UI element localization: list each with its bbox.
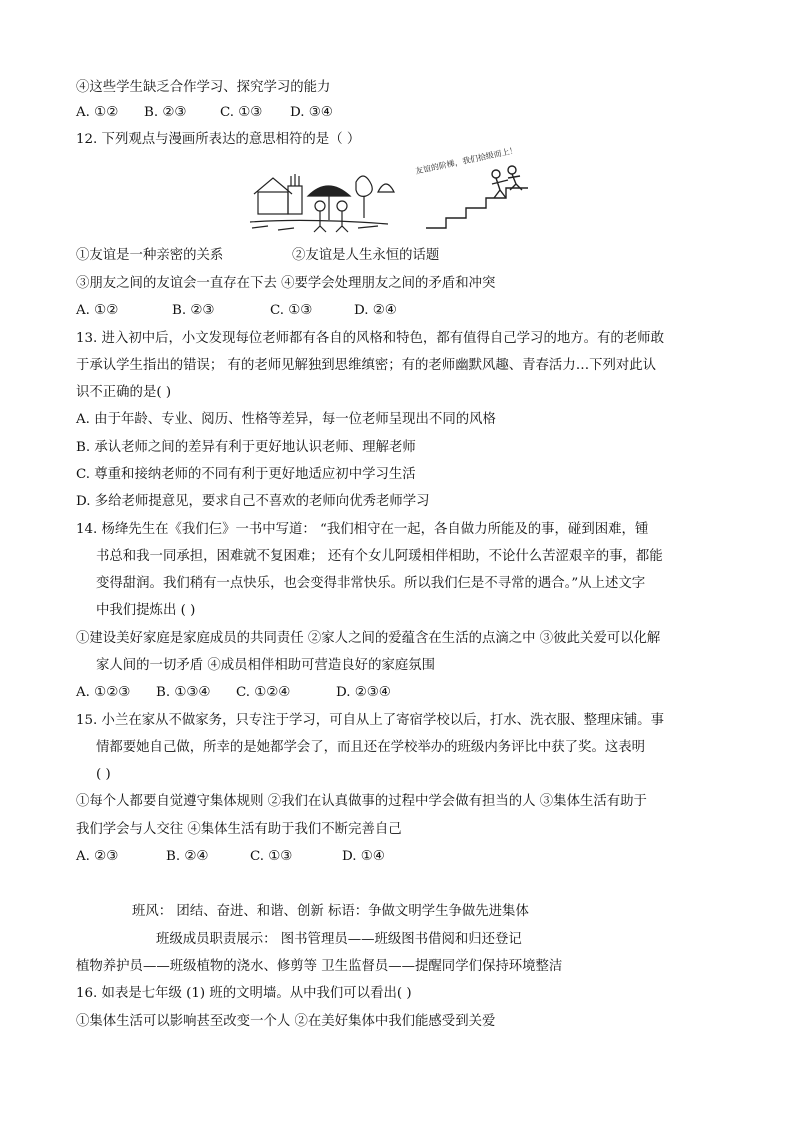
q12-options-row-2: ③朋友之间的友谊会一直存在下去 ④要学会处理朋友之间的矛盾和冲突 <box>76 276 496 291</box>
wall-line-1: 班风： 团结、奋进、和谐、创新 标语：争做文明学生争做先进集体 <box>132 904 529 919</box>
q11-option-4: ④这些学生缺乏合作学习、探究学习的能力 <box>76 80 331 95</box>
q15-stem-line-2: 情都要她自己做，所幸的是她都学会了，而且还在学校举办的班级内务评比中获了奖。这表明 <box>96 740 646 755</box>
q13-choice-b: B. 承认老师之间的差异有利于更好地认识老师、理解老师 <box>76 440 416 455</box>
q15-answer-choices <box>76 848 385 866</box>
q15-choice-a: A. ②③ <box>76 849 119 864</box>
q15-stem-line-1: 15. 小兰在家从不做家务，只专注于学习，可自从上了寄宿学校以后，打水、洗衣服、整理床铺。事 <box>76 713 664 728</box>
q14-stem-line-2: 书总和我一同承担，困难就不复困难； 还有个女儿阿瑗相伴相助，不论什么苦涩艰辛的事，都能 <box>96 549 663 564</box>
q15-stem-line-3: ( ) <box>96 767 111 782</box>
comic-caption: 友谊的阶梯，我们拾级而上！ <box>414 145 519 176</box>
q13-stem-line-2: 于承认学生指出的错误； 有的老师见解独到思维缜密；有的老师幽默风趣、青春活力…下列对此认 <box>76 358 657 373</box>
q14-stem-line-3: 变得甜润。我们稍有一点快乐，也会变得非常快乐。所以我们仨是不寻常的遇合。”从上述文字 <box>96 576 646 591</box>
q14-choice-a: A. ①②③ <box>76 685 131 700</box>
q12-options-row-1 <box>76 247 439 265</box>
q13-stem-line-1: 13. 进入初中后，小文发现每位老师都有各自的风格和特色，都有值得自己学习的地方。有的老师敢 <box>76 331 664 346</box>
q11-choice-d: D. ③④ <box>290 105 333 120</box>
q14-stem-line-1: 14. 杨绛先生在《我们仨》一书中写道： “我们相守在一起，各自做力所能及的事，碰到困难，锺 <box>76 522 649 537</box>
q12-answer-choices <box>76 302 397 320</box>
q12-choice-d: D. ②④ <box>354 303 397 318</box>
q13-choice-a: A. 由于年龄、专业、阅历、性格等差异，每一位老师呈现出不同的风格 <box>76 412 496 427</box>
q11-choice-a: A. ①② <box>76 105 119 120</box>
q12-choice-b: B. ②③ <box>172 303 215 318</box>
q15-choice-d: D. ①④ <box>342 849 385 864</box>
q15-options-line-1: ①每个人都要自觉遵守集体规则 ②我们在认真做事的过程中学会做有担当的人 ③集体生活有助于 <box>76 794 647 809</box>
q14-choice-c: C. ①②④ <box>236 685 291 700</box>
q13-choice-c: C. 尊重和接纳老师的不同有利于更好地适应初中学习生活 <box>76 467 416 482</box>
q12-choice-a: A. ①② <box>76 303 119 318</box>
q11-choice-c: C. ①③ <box>220 105 263 120</box>
q14-stem-line-4: 中我们提炼出 ( ) <box>96 603 196 618</box>
q13-stem-line-3: 识不正确的是( ) <box>76 385 172 400</box>
q12-choice-c: C. ①③ <box>270 303 313 318</box>
q14-options-line-2: 家人间的一切矛盾 ④成员相伴相助可营造良好的家庭氛围 <box>96 658 436 673</box>
q12-stem: 12. 下列观点与漫画所表达的意思相符的是（ ） <box>76 132 361 147</box>
q14-choice-d: D. ②③④ <box>336 685 391 700</box>
friendship-comic-illustration <box>248 145 548 240</box>
wall-line-2: 班级成员职责展示： 图书管理员——班级图书借阅和归还登记 <box>156 932 522 947</box>
q14-answer-choices <box>76 684 391 702</box>
q13-choice-d: D. 多给老师提意见，要求自己不喜欢的老师向优秀老师学习 <box>76 494 430 509</box>
q11-answer-choices <box>76 104 333 122</box>
q12-option-1: ①友谊是一种亲密的关系 <box>76 248 224 263</box>
q14-choice-b: B. ①③④ <box>156 685 211 700</box>
q15-choice-c: C. ①③ <box>250 849 293 864</box>
q12-option-2: ②友谊是人生永恒的话题 <box>292 248 440 263</box>
q16-stem: 16. 如表是七年级 (1) 班的文明墙。从中我们可以看出( ) <box>76 986 412 1001</box>
q14-options-line-1: ①建设美好家庭是家庭成员的共同责任 ②家人之间的爱蕴含在生活的点滴之中 ③彼此关爱可以化解 <box>76 631 661 646</box>
q15-options-line-2: 我们学会与人交往 ④集体生活有助于我们不断完善自己 <box>76 822 402 837</box>
q15-choice-b: B. ②④ <box>166 849 209 864</box>
q16-options-line-1: ①集体生活可以影响甚至改变一个人 ②在美好集体中我们能感受到关爱 <box>76 1014 496 1029</box>
q11-choice-b: B. ②③ <box>144 105 187 120</box>
wall-line-3: 植物养护员——班级植物的浇水、修剪等 卫生监督员——提醒同学们保持环境整洁 <box>76 959 563 974</box>
